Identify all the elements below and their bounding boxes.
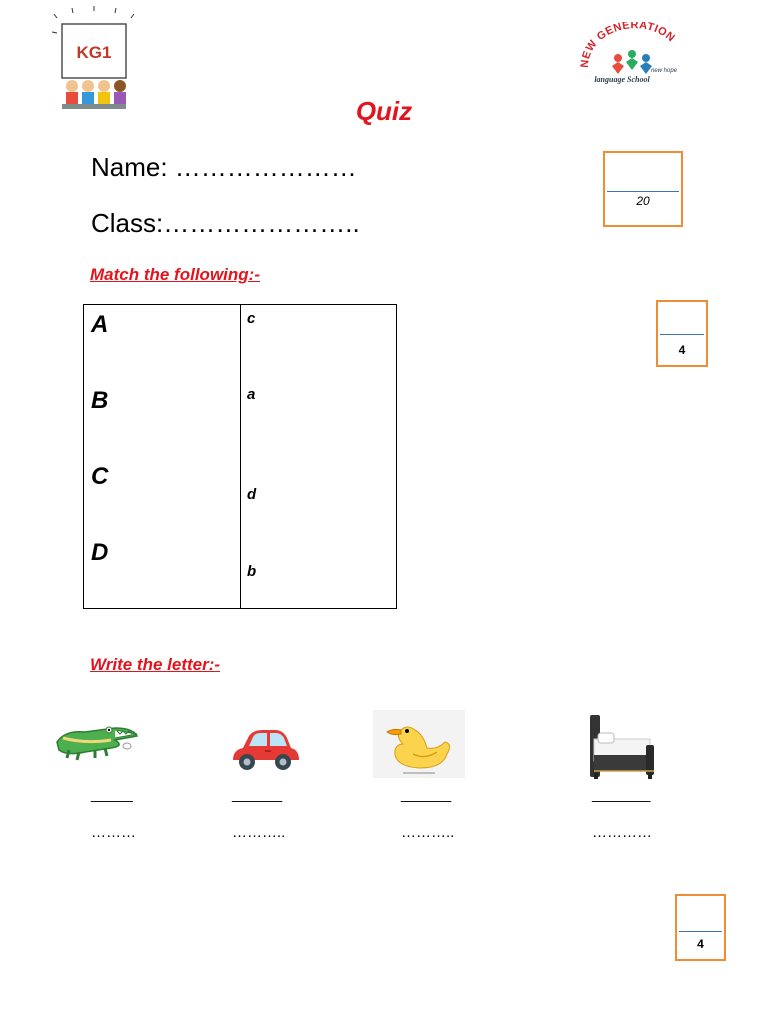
- match-heading: Match the following:-: [90, 265, 260, 284]
- page-title: Quiz: [355, 96, 413, 126]
- answer-line-1[interactable]: _____: [91, 786, 133, 803]
- answer-dots-3[interactable]: ………..: [401, 824, 455, 841]
- match-score-box[interactable]: [656, 300, 708, 367]
- score-divider: [660, 334, 704, 335]
- class-field[interactable]: Class:…………………..: [91, 208, 360, 238]
- kids-holding-sign-icon: [50, 6, 138, 110]
- match-lower-a[interactable]: a: [247, 386, 256, 403]
- match-lower-b[interactable]: b: [247, 563, 257, 580]
- match-lower-d[interactable]: d: [247, 486, 257, 503]
- answer-line-2[interactable]: ______: [232, 786, 283, 803]
- match-capital-d[interactable]: D: [91, 539, 109, 566]
- crocodile-icon: [55, 712, 139, 764]
- logo-school-text: language School: [594, 75, 650, 84]
- bed-icon: [586, 711, 658, 783]
- total-score-value: 20: [636, 194, 650, 208]
- match-capital-b[interactable]: B: [91, 387, 109, 414]
- write-score-box[interactable]: [675, 894, 726, 961]
- table-divider: [240, 305, 241, 608]
- answer-dots-1[interactable]: ………: [91, 824, 136, 841]
- answer-line-3[interactable]: ______: [401, 786, 452, 803]
- logo-arc-text: NEW GENERATION: [578, 22, 678, 69]
- logo-kg1-text: KG1: [76, 43, 112, 62]
- duck-icon: [373, 710, 465, 778]
- school-logo: [578, 22, 690, 92]
- match-capital-a[interactable]: A: [91, 311, 109, 338]
- match-score-value: 4: [678, 343, 686, 357]
- match-lower-c[interactable]: c: [247, 310, 256, 327]
- write-score-value: 4: [697, 937, 704, 951]
- write-letter-heading: Write the letter:-: [90, 655, 221, 674]
- answer-line-4[interactable]: _______: [592, 786, 651, 803]
- car-icon: [229, 722, 301, 776]
- school-logo-icon: [578, 22, 690, 92]
- score-divider: [679, 931, 722, 932]
- match-capital-c[interactable]: C: [91, 463, 109, 490]
- match-table: [83, 304, 397, 609]
- name-field[interactable]: Name: …………………: [91, 152, 357, 182]
- answer-dots-4[interactable]: …………: [592, 824, 652, 841]
- score-divider: [607, 191, 679, 192]
- answer-dots-2[interactable]: ………..: [232, 824, 286, 841]
- logo-new-hope-text: new hope: [650, 68, 678, 74]
- kg1-logo: [50, 6, 138, 110]
- total-score-box[interactable]: [603, 151, 683, 227]
